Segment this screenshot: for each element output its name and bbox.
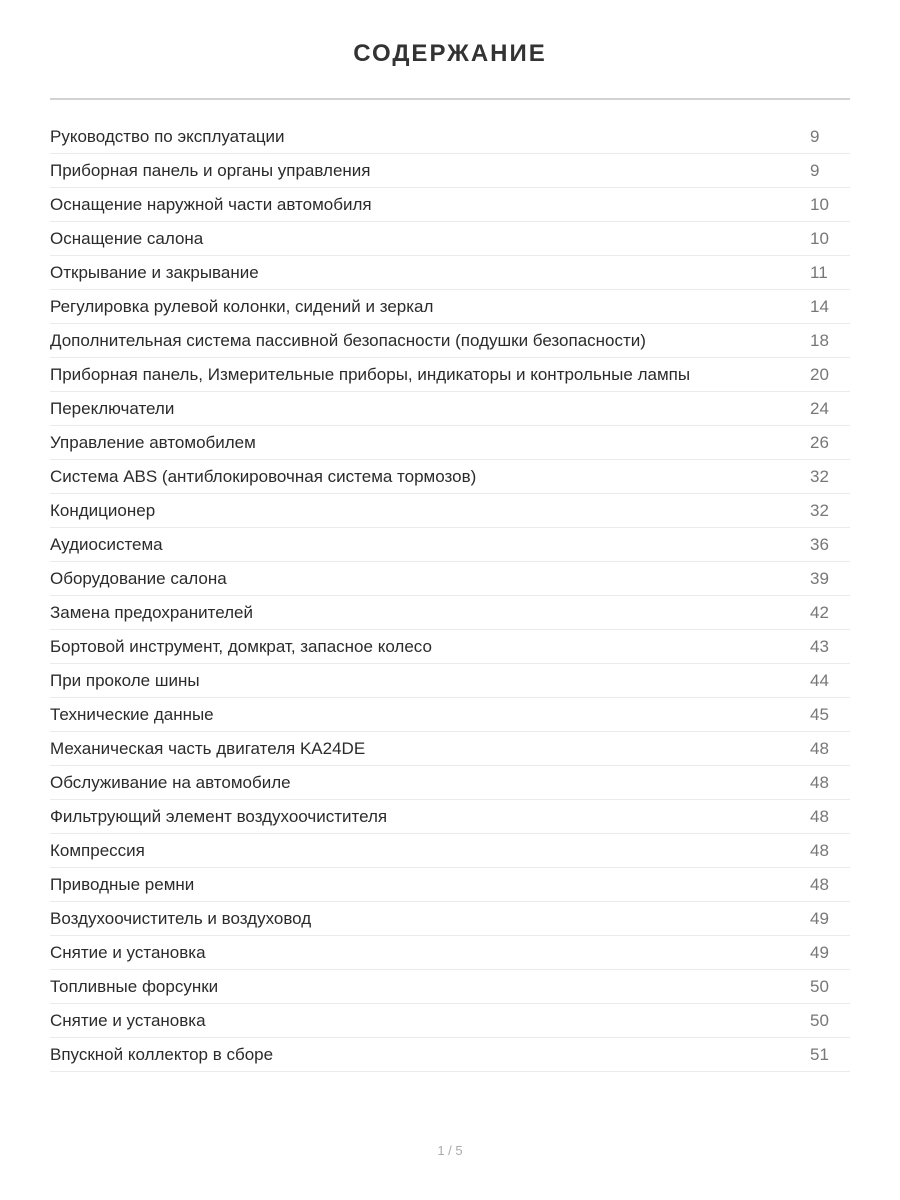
toc-entry-page: 11 [810,262,828,282]
toc-entry-title: Технические данные [50,704,214,724]
toc-entry[interactable] [50,936,850,970]
toc-entry[interactable] [50,596,850,630]
toc-entry-title: Переключатели [50,398,175,418]
toc-entry[interactable] [50,154,850,188]
toc-entry[interactable] [50,868,850,902]
page-title: СОДЕРЖАНИЕ [353,40,547,67]
toc-entry-title: Приборная панель, Измерительные приборы, индикаторы и контрольные лампы [50,364,691,384]
toc-entry-title: Руководство по эксплуатации [50,126,285,146]
toc-entry-title: Механическая часть двигателя KA24DE [50,738,366,758]
toc-entry[interactable] [50,392,850,426]
toc-entry-page: 39 [810,568,829,588]
table-of-contents [50,120,850,1072]
toc-entry-page: 48 [810,806,829,826]
toc-entry[interactable] [50,698,850,732]
toc-entry-page: 48 [810,772,829,792]
toc-entry[interactable] [50,766,850,800]
toc-entry-page: 42 [810,602,829,622]
toc-entry[interactable] [50,222,850,256]
toc-entry-page: 44 [810,670,829,690]
toc-entry[interactable] [50,562,850,596]
toc-entry[interactable] [50,732,850,766]
toc-entry-page: 24 [810,398,829,418]
toc-entry[interactable] [50,664,850,698]
toc-entry-page: 10 [810,228,829,248]
toc-entry-page: 43 [810,636,829,656]
toc-entry[interactable] [50,902,850,936]
toc-entry-title: Управление автомобилем [50,432,256,452]
toc-entry[interactable] [50,188,850,222]
toc-entry-page: 18 [810,330,829,350]
toc-entry-page: 48 [810,738,829,758]
toc-entry-page: 50 [810,976,829,996]
toc-entry[interactable] [50,256,850,290]
toc-entry[interactable] [50,494,850,528]
toc-entry[interactable] [50,324,850,358]
toc-entry-title: Снятие и установка [50,1010,206,1030]
toc-entry-title: При проколе шины [50,670,200,690]
toc-entry-title: Открывание и закрывание [50,262,259,282]
toc-entry[interactable] [50,834,850,868]
title-divider [50,98,850,100]
toc-entry[interactable] [50,1004,850,1038]
toc-entry-title: Оснащение салона [50,228,204,248]
toc-entry[interactable] [50,120,850,154]
toc-entry-page: 14 [810,296,829,316]
toc-entry-title: Топливные форсунки [50,976,219,996]
toc-entry-page: 9 [810,126,820,146]
toc-entry[interactable] [50,460,850,494]
toc-entry-title: Бортовой инструмент, домкрат, запасное колесо [50,636,432,656]
toc-entry-title: Приборная панель и органы управления [50,160,371,180]
toc-entry[interactable] [50,290,850,324]
toc-entry-page: 32 [810,466,829,486]
toc-entry-page: 48 [810,840,829,860]
toc-entry-page: 10 [810,194,829,214]
toc-entry-title: Дополнительная система пассивной безопасности (подушки безопасности) [50,330,646,350]
toc-entry-title: Впускной коллектор в сборе [50,1044,274,1064]
toc-entry[interactable] [50,358,850,392]
toc-entry-title: Оснащение наружной части автомобиля [50,194,372,214]
toc-entry[interactable] [50,800,850,834]
toc-entry[interactable] [50,426,850,460]
toc-entry-page: 32 [810,500,829,520]
toc-entry[interactable] [50,630,850,664]
toc-entry-page: 9 [810,160,820,180]
toc-entry-title: Система ABS (антиблокировочная система тормозов) [50,466,477,486]
page-indicator: 1 / 5 [437,1143,463,1158]
toc-entry-page: 49 [810,908,829,928]
toc-entry-page: 48 [810,874,829,894]
toc-entry[interactable] [50,528,850,562]
toc-entry-title: Воздухоочиститель и воздуховод [50,908,312,928]
toc-entry-title: Замена предохранителей [50,602,254,622]
toc-entry-page: 26 [810,432,829,452]
toc-entry-title: Обслуживание на автомобиле [50,772,291,792]
toc-entry-page: 51 [810,1044,829,1064]
toc-entry-title: Приводные ремни [50,874,195,894]
toc-entry-title: Оборудование салона [50,568,227,588]
toc-entry[interactable] [50,1038,850,1072]
toc-entry-page: 36 [810,534,829,554]
toc-entry-title: Фильтрующий элемент воздухоочистителя [50,806,388,826]
toc-entry-page: 45 [810,704,829,724]
toc-entry-title: Компрессия [50,840,145,860]
toc-entry-title: Кондиционер [50,500,156,520]
toc-entry-title: Снятие и установка [50,942,206,962]
toc-entry-page: 50 [810,1010,829,1030]
toc-entry-page: 49 [810,942,829,962]
toc-entry-page: 20 [810,364,829,384]
toc-entry[interactable] [50,970,850,1004]
toc-entry-title: Регулировка рулевой колонки, сидений и зеркал [50,296,434,316]
toc-entry-title: Аудиосистема [50,534,163,554]
